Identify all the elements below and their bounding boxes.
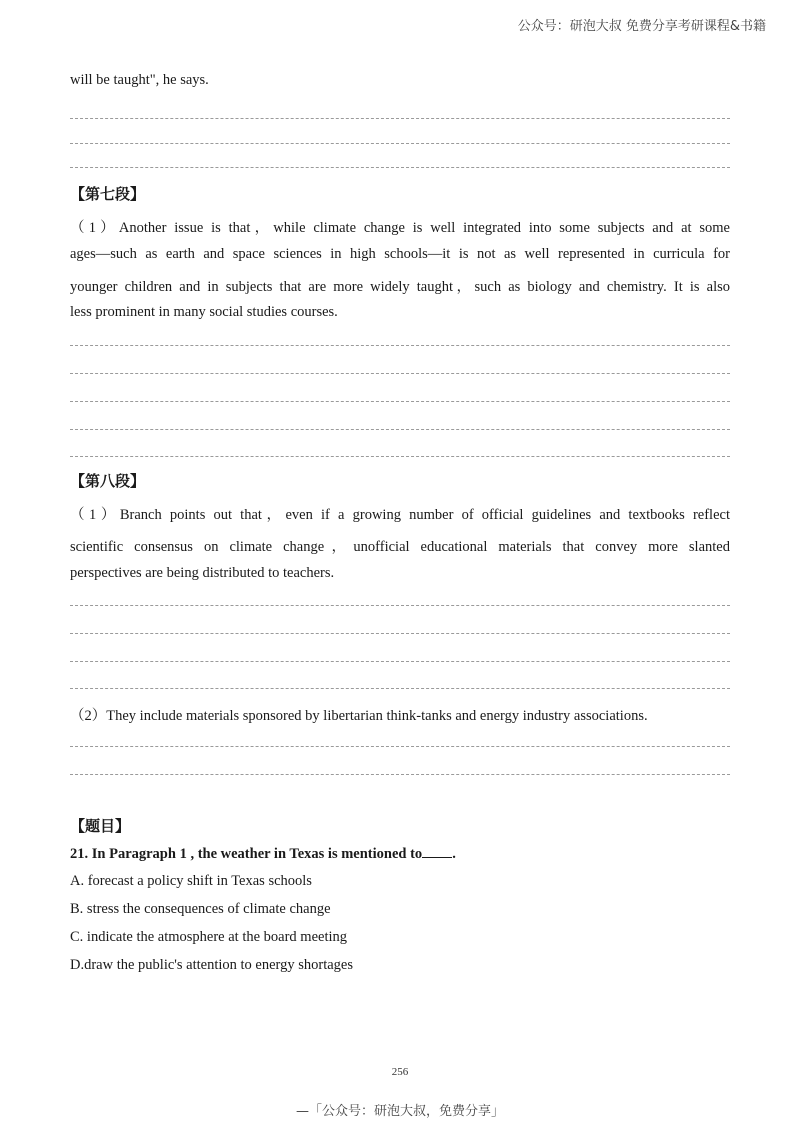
paragraph7-title: 【第七段】 [70, 185, 146, 203]
paragraph8-line: perspectives are being distributed to teachers. [70, 565, 335, 581]
paragraph7-line: （1）Another issue is that，while climate change is well integrated into some subjects and at some [70, 220, 730, 236]
option-b: B. stress the consequences of climate change [70, 901, 331, 917]
answer-rule [70, 456, 730, 457]
paragraph7-line: ages—such as earth and space sciences in high schools—it is not as well represented in curricula for [70, 246, 730, 262]
header-watermark: 公众号：研泡大叔 免费分享考研课程&书籍 [517, 19, 766, 34]
answer-rule [70, 688, 730, 689]
questions-title: 【题目】 [70, 817, 131, 835]
paragraph7-line: younger children and in subjects that are more widely taught，such as biology and chemistry. It is also [70, 279, 730, 295]
option-c: C. indicate the atmosphere at the board meeting [70, 929, 348, 945]
page-number: 256 [391, 1066, 409, 1078]
answer-rule [70, 401, 730, 402]
answer-rule [70, 774, 730, 775]
continued-text-line: will be taught", he says. [70, 72, 209, 88]
answer-rule [70, 345, 730, 346]
paragraph7-line: less prominent in many social studies courses. [70, 304, 338, 320]
answer-rule [70, 167, 730, 168]
answer-rule [70, 633, 730, 634]
question-21-end: . [452, 846, 456, 862]
question-21-text: 21. In Paragraph 1 , the weather in Texas is mentioned to [70, 846, 423, 862]
answer-rule [70, 661, 730, 662]
question-21-stem [70, 845, 456, 863]
paragraph8-line: （1）Branch points out that，even if a growing number of official guidelines and textbooks reflect [70, 507, 730, 523]
paragraph8-line: scientific consensus on climate change，unofficial educational materials that convey more slanted [70, 539, 730, 555]
answer-rule [70, 746, 730, 747]
paragraph8-sentence2: （2）They include materials sponsored by libertarian think-tanks and energy industry associations. [70, 708, 648, 724]
answer-rule [70, 373, 730, 374]
answer-rule [70, 118, 730, 119]
answer-rule [70, 429, 730, 430]
option-a: A. forecast a policy shift in Texas schools [70, 873, 312, 889]
answer-rule [70, 143, 730, 144]
paragraph8-title: 【第八段】 [70, 472, 146, 490]
footer-watermark: —「公众号：研泡大叔，免费分享」 [295, 1104, 504, 1119]
option-d: D.draw the public's attention to energy shortages [70, 957, 354, 973]
answer-rule [70, 605, 730, 606]
answer-blank [422, 845, 452, 858]
